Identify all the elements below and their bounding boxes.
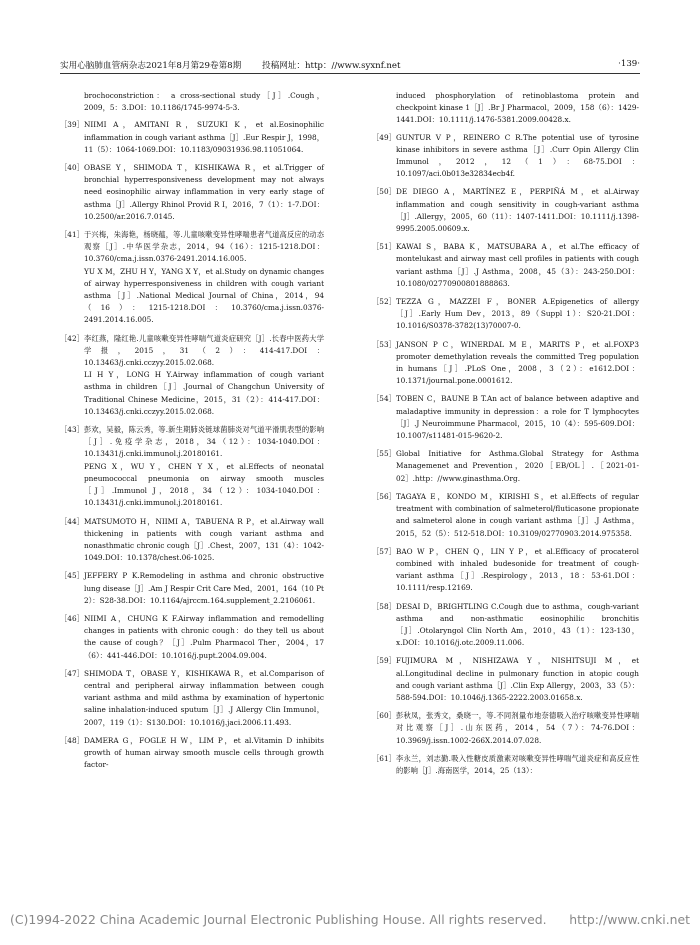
reference-entry (60, 229, 324, 327)
reference-entry (60, 613, 324, 662)
reference-english-translation: YU X M，ZHU H Y，YANG X Y，et al.Study on dynamic changes of airway hyperresponsiveness in children with cough variant asthma［J］.National Medical Journal of China，2014，94（16）：1215-1218.DOI：10.3760/cma.j.issn.0376-2491.2014.16.005. (84, 266, 324, 325)
reference-entry (60, 735, 324, 772)
reference-text: NIIMI A，AMITANI R，SUZUKI K，et al.Eosinophilic inflammation in cough variant asthma［J］.Eur Respir J，1998，11（5）：1064-1069.DOI：10.1183/09031936.98.11051064. (84, 120, 324, 154)
reference-number: ［61］ (372, 753, 396, 763)
reference-entry (372, 655, 639, 704)
reference-entry (372, 186, 639, 235)
reference-text: FUJIMURA M，NISHIZAWA Y，NISHITSUJI M，et al.Longitudinal decline in pulmonary function in atopic cough and cough variant asthma［J］.Clin Exp Allergy，2003，33（5）：588-594.DOI：10.1046/j.1365-2222.2003.01658.x. (396, 656, 639, 702)
reference-entry (60, 333, 324, 418)
reference-number: ［57］ (372, 546, 396, 556)
reference-text: BAO W P，CHEN Q，LIN Y P，et al.Efficacy of procaterol combined with inhaled budesonide for treatment of cough-variant asthma［J］.Respirology，2013，18：53-61.DOI：10.1111/resp.12169. (396, 546, 639, 593)
reference-text: Global Initiative for Asthma.Global Strategy for Asthma Managemenet and Prevention，2020［EB/OL］.［2021-01-02］.http：//www.ginasthma.Org. (396, 449, 639, 483)
reference-number: ［54］ (372, 394, 396, 404)
reference-number: ［55］ (372, 449, 396, 459)
reference-number: ［51］ (372, 242, 396, 252)
reference-entry (60, 668, 324, 729)
reference-number: ［48］ (60, 735, 84, 745)
footer-url: http://www.cnki.net (569, 912, 690, 927)
reference-number: ［39］ (60, 120, 84, 130)
reference-text: TOBEN C，BAUNE B T.An act of balance between adaptive and maladaptive immunity in depression：a role for T lymphocytes［J］.J Neuroimmune Pharmacol，2015，10（4）：595-609.DOI：10.1007/s11481-015-9620-2. (396, 394, 639, 441)
reference-entry (372, 491, 639, 540)
reference-entry (372, 241, 639, 290)
reference-number: ［59］ (372, 656, 396, 666)
reference-number: ［42］ (60, 333, 84, 343)
reference-number: ［53］ (372, 339, 396, 349)
reference-text: TAGAYA E，KONDO M，KIRISHI S，et al.Effects of regular treatment with combination of salmeterol/fluticasone propionate and salmeterol alone in cough variant asthma［J］.J Asthma，2015，52（5）：512-518.DOI：10.3109/02770903.2014.975358. (396, 491, 639, 538)
reference-entry (372, 448, 639, 485)
reference-text: induced phosphorylation of retinoblastoma protein and checkpoint kinase 1［J］.Br J Pharmacol，2009，158（6）：1429-1441.DOI：10.1111/j.1476-5381.2009.00428.x. (396, 91, 639, 125)
reference-entry (372, 90, 639, 127)
reference-entry (60, 516, 324, 565)
reference-text: NIIMI A，CHUNG K F.Airway inflammation and remodelling changes in patients with chronic cough：do they tell us about the cause of cough？［J］.Pulm Pharmacol Ther，2004，17（6）：441-446.DOI：10.1016/j.pupt.2004.09.004. (84, 613, 324, 660)
reference-number: ［58］ (372, 601, 396, 611)
reference-entry (372, 601, 639, 650)
reference-text: 李永兰，刘志勤.吸入性糖皮质激素对咳嗽变异性哮喘气道炎症和高反应性的影响［J］.海南医学，2014，25（13）： (396, 753, 639, 775)
reference-entry (372, 296, 639, 333)
reference-entry (60, 162, 324, 223)
reference-number: ［43］ (60, 425, 84, 435)
reference-english-translation: PENG X，WU Y，CHEN Y X，et al.Effects of neonatal pneumococcal pneumonia on airway smooth muscles［J］.Immunol J，2018，34（12）：1034-1040.DOI：10.13431/j.cnki.immunol.j.20180161. (84, 461, 324, 508)
reference-text: 彭欢，吴毅，陈云秀，等.新生期肺炎链球菌肺炎对气道平滑肌表型的影响［J］.免疫学杂志，2018，34（12）：1034-1040.DOI：10.13431/j.cnki.immunol.j.20180161. (84, 425, 324, 459)
reference-text: KAWAI S，BABA K，MATSUBARA A，et al.The efficacy of montelukast and airway mast cell profiles in patients with cough variant asthma［J］.J Asthma，2008，45（3）：243-250.DOI：10.1080/02770900801888863. (396, 242, 639, 288)
page-number: ·139· (618, 59, 640, 69)
reference-text: 彭秋凤，张秀文，桑晓一，等.不同剂量布地奈德吸入治疗咳嗽变异性哮喘对比观察［J］.山东医药，2014，54（7）：74-76.DOI：10.3969/j.issn.1002-266X.2014.07.028. (396, 711, 639, 745)
journal-title: 实用心脑肺血管病杂志2021年8月第29卷第8期 (60, 61, 242, 71)
header-rule (60, 73, 640, 74)
reference-number: ［52］ (372, 297, 396, 307)
reference-text: TEZZA G，MAZZEI F，BONER A.Epigenetics of allergy［J］.Early Hum Dev，2013，89（Suppl 1）：S20-21.DOI：10.1016/S0378-3782(13)70007-0. (396, 297, 639, 331)
reference-text: DE DIEGO A，MARTÍNEZ E，PERPIÑÁ M，et al.Airway inflammation and cough sensitivity in cough-variant asthma［J］.Allergy，2005，60（11）：1407-1411.DOI：10.1111/j.1398-9995.2005.00609.x. (396, 187, 639, 234)
reference-english-translation: LI H Y，LONG H Y.Airway inflammation of cough variant asthma in children［J］.Journal of Changchun University of Traditional Chinese Medicine，2015，31（2）：414-417.DOI：10.13463/j.cnki.cczyy.2015.02.068. (84, 370, 324, 416)
reference-text: MATSUMOTO H，NIIMI A，TABUENA R P，et al.Airway wall thickening in patients with cough variant asthma and nonasthmatic chronic cough［J］.Chest，2007，131（4）：1042-1049.DOI：10.1378/chest.06-1025. (84, 516, 324, 563)
reference-entry (372, 132, 639, 181)
reference-column-right (372, 90, 639, 783)
reference-number: ［49］ (372, 132, 396, 142)
page-footer (0, 910, 700, 932)
reference-number: ［50］ (372, 187, 396, 197)
reference-text: DESAI D，BRIGHTLING C.Cough due to asthma，cough-variant asthma and non-asthmatic eosinophilic bronchitis［J］.Otolaryngol Clin North Am，2010，43（1）：123-130，x.DOI：10.1016/j.otc.2009.11.006. (396, 601, 639, 648)
reference-text: JEFFERY P K.Remodeling in asthma and chronic obstructive lung disease［J］.Am J Respir Crit Care Med，2001，164（10 Pt 2）：S28-38.DOI：10.1164/ajrccm.164.supplement_2.2106061. (84, 571, 324, 605)
reference-text: SHIMODA T，OBASE Y，KISHIKAWA R，et al.Comparison of central and peripheral airway inflammation between cough variant asthma and mild asthma by examination of hypertonic saline inhalation-induced sputum［J］.J Allergy Clin Immunol，2007，119（1）：S130.DOI：10.1016/j.jaci.2006.11.493. (84, 668, 324, 727)
running-header (60, 57, 640, 73)
reference-text: brochoconstriction： a cross-sectional study［J］.Cough，2009，5：3.DOI：10.1186/1745-9974-5-3. (84, 91, 324, 113)
reference-entry (60, 424, 324, 509)
reference-entry (372, 546, 639, 595)
reference-number: ［44］ (60, 516, 84, 526)
submission-website: 投稿网址：http：//www.syxnf.net (262, 61, 401, 71)
reference-entry (372, 393, 639, 442)
reference-entry (60, 570, 324, 607)
reference-number: ［40］ (60, 163, 84, 173)
reference-entry (60, 119, 324, 156)
reference-text: DAMERA G，FOGLE H W，LIM P，et al.Vitamin D inhibits growth of human airway smooth muscle cells through growth factor- (84, 735, 324, 770)
reference-entry (372, 339, 639, 388)
reference-number: ［46］ (60, 613, 84, 623)
reference-entry (372, 710, 639, 747)
reference-number: ［56］ (372, 491, 396, 501)
reference-text: JANSON P C，WINERDAL M E，MARITS P，et al.FOXP3 promoter demethylation reveals the committed Treg population in humans［J］.PLoS One，2008，3（2）：e1612.DOI：10.1371/journal.pone.0001612. (396, 339, 639, 386)
reference-text: 李红燕，隆红艳.儿童咳嗽变异性哮喘气道炎症研究［J］.长春中医药大学学报，2015，31（2）：414-417.DOI：10.13463/j.cnki.cczyy.2015.02.068. (84, 333, 324, 368)
reference-entry (372, 753, 639, 777)
reference-number: ［60］ (372, 711, 396, 721)
reference-column-left (60, 90, 324, 777)
reference-text: OBASE Y，SHIMODA T，KISHIKAWA R，et al.Trigger of bronchial hyperresponsiveness development may not always need eosinophilic airway inflammation in very early stage of asthma［J］.Allergy Rhinol Provid R Ⅰ，2016，7（1）：1-7.DOI：10.2500/ar.2016.7.0145. (84, 163, 324, 221)
reference-number: ［41］ (60, 230, 84, 240)
reference-entry (60, 90, 324, 114)
reference-text: GUNTUR V P，REINERO C R.The potential use of tyrosine kinase inhibitors in severe asthma［J］.Curr Opin Allergy Clin Immunol，2012，12（1）：68-75.DOI：10.1097/aci.0b013e32834ecb4f. (396, 132, 639, 179)
reference-number: ［45］ (60, 571, 84, 581)
copyright-notice: (C)1994-2022 China Academic Journal Electronic Publishing House. All rights reserved. (10, 912, 547, 927)
reference-text: 于兴梅，朱海艳，杨晓蕴，等.儿童咳嗽变异性哮喘患者气道高反应的动态观察［J］.中华医学杂志，2014，94（16）：1215-1218.DOI：10.3760/cma.j.issn.0376-2491.2014.16.005. (84, 230, 324, 264)
reference-number: ［47］ (60, 668, 84, 678)
